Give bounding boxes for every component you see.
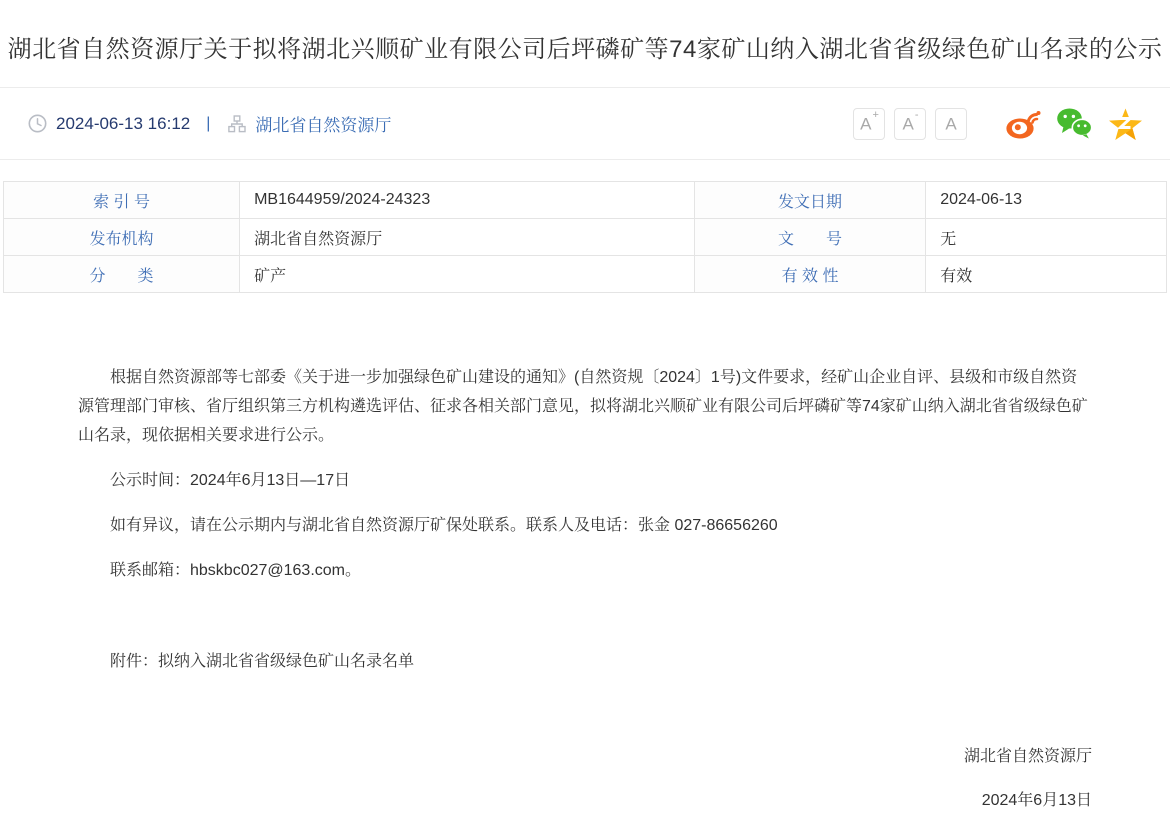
font-increase-sup: + (872, 108, 879, 121)
info-label-validity: 有 效 性 (694, 256, 925, 293)
signature-organization: 湖北省自然资源厅 (963, 748, 1092, 765)
table-row (4, 256, 1167, 293)
font-decrease-label: A (902, 114, 914, 134)
meta-separator: | (206, 114, 211, 132)
info-value-document-number: 无 (926, 219, 1167, 256)
info-label-document-number: 文 号 (694, 219, 925, 256)
info-value-issuing-agency: 湖北省自然资源厅 (240, 219, 695, 256)
share-bar (991, 107, 1144, 141)
info-label-category: 分 类 (4, 256, 240, 293)
document-info-table (3, 181, 1167, 293)
info-value-validity: 有效 (926, 256, 1167, 293)
publish-time: 2024-06-13 16:12 (56, 113, 191, 133)
signature-block (78, 742, 1092, 815)
font-decrease-sup: - (914, 108, 919, 121)
paragraph-contact: 如有异议，请在公示期内与湖北省自然资源厅矿保处联系。联系人及电话：张金 027-86656260 (110, 517, 778, 534)
department-icon (228, 115, 246, 133)
info-label-issuing-agency: 发布机构 (4, 219, 240, 256)
table-row (4, 219, 1167, 256)
paragraph-notice-period: 公示时间：2024年6月13日—17日 (110, 472, 351, 489)
wechat-icon[interactable] (1057, 108, 1092, 139)
paragraph-email: 联系邮箱：hbskbc027@163.com。 (110, 562, 362, 579)
meta-row (0, 88, 1170, 160)
table-row (4, 182, 1167, 219)
publish-source-link[interactable]: 湖北省自然资源厅 (255, 116, 392, 135)
weibo-icon[interactable] (1006, 109, 1042, 139)
qzone-icon[interactable] (1107, 107, 1144, 141)
info-value-issue-date: 2024-06-13 (926, 182, 1167, 219)
clock-icon (28, 114, 47, 133)
toolbar (844, 107, 1144, 141)
font-increase-label: A (860, 114, 872, 134)
info-value-index-number: MB1644959/2024-24323 (240, 182, 695, 219)
font-reset-button[interactable] (935, 108, 967, 140)
title-bar (0, 0, 1170, 88)
attachment-line (78, 647, 1092, 676)
paragraph-basis: 根据自然资源部等七部委《关于进一步加强绿色矿山建设的通知》(自然资规〔2024〕1号)文件要求，经矿山企业自评、县级和市级自然资源管理部门审核、省厅组织第三方机构遴选评估、征求各相关部门意见，拟将湖北兴顺矿业有限公司后坪磷矿等74家矿山纳入湖北省省级绿色矿山名录，现依据相关要求进行公示。 (78, 369, 1088, 444)
font-increase-button[interactable] (853, 108, 885, 140)
article-body (0, 293, 1170, 815)
page-title: 湖北省自然资源厅关于拟将湖北兴顺矿业有限公司后坪磷矿等74家矿山纳入湖北省省级绿色矿山名录的公示 (7, 36, 1163, 63)
info-label-issue-date: 发文日期 (694, 182, 925, 219)
signature-date: 2024年6月13日 (981, 792, 1092, 809)
info-value-category: 矿产 (240, 256, 695, 293)
publish-info (28, 111, 391, 136)
info-label-index-number: 索 引 号 (4, 182, 240, 219)
attachment-prefix: 附件： (110, 653, 159, 670)
font-reset-label: A (945, 114, 957, 134)
font-decrease-button[interactable] (894, 108, 926, 140)
attachment-link[interactable]: 拟纳入湖北省省级绿色矿山名录名单 (158, 653, 415, 670)
